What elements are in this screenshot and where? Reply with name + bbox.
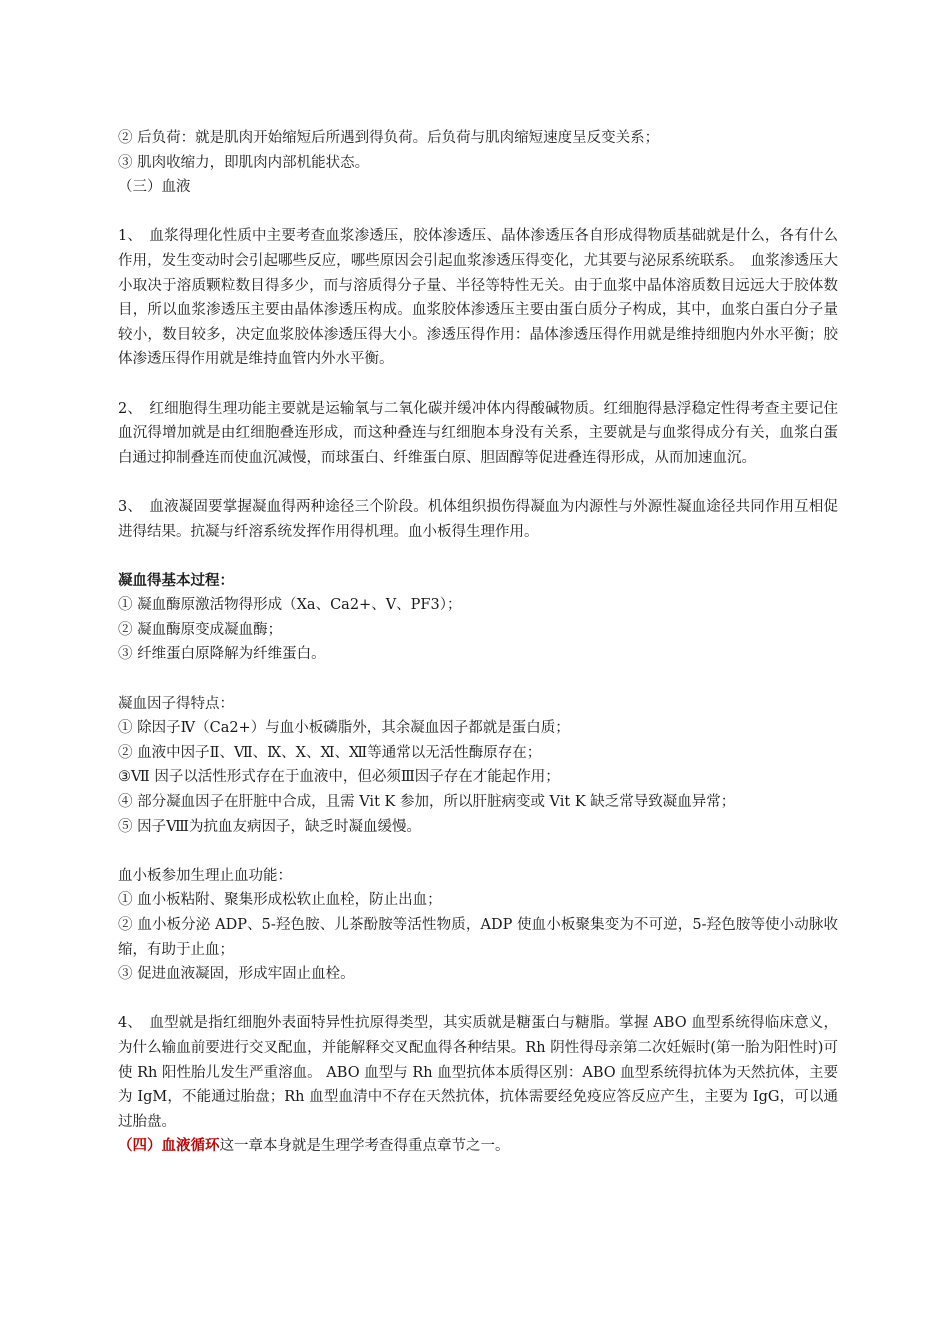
section-title-red: （四）血液循环 xyxy=(118,1137,220,1155)
list-item: ② 血液中因子Ⅱ、Ⅶ、Ⅸ、Ⅹ、Ⅺ、Ⅻ等通常以无活性酶原存在； xyxy=(118,744,542,761)
list-item: ③ 肌肉收缩力，即肌肉内部机能状态。 xyxy=(118,154,370,171)
spacer xyxy=(118,200,838,225)
list-item: ③Ⅶ 因子以活性形式存在于血液中，但必须Ⅲ因子存在才能起作用； xyxy=(118,769,560,786)
list-item: ③ 促进血液凝固，形成牢固止血栓。 xyxy=(118,966,355,983)
list-item: ① 血小板粘附、聚集形成松软止血栓，防止出血； xyxy=(118,892,442,909)
spacer xyxy=(118,987,838,1012)
list-item: ② 血小板分泌 ADP、5-羟色胺、儿茶酚胺等活性物质，ADP 使血小板聚集变为不可逆，5-羟色胺等使小动脉收缩，有助于止血； xyxy=(118,917,838,958)
platelet-heading: 血小板参加生理止血功能： xyxy=(118,867,292,884)
paragraph-rbc: 2、 红细胞得生理功能主要就是运输氧与二氧化碳并缓冲体内得酸碱物质。红细胞得悬浮稳定性得考查主要记住血沉得增加就是由红细胞叠连形成，而这种叠连与红细胞本身没有关系，主要就是与血浆得成分有关，血浆白蛋白通过抑制叠连而使血沉减慢，而球蛋白、纤维蛋白原、胆固醇等促进叠连得形成，从而加速血沉。 xyxy=(118,400,838,466)
list-item: ④ 部分凝血因子在肝脏中合成，且需 Vit K 参加，所以肝脏病变或 Vit K 缺乏常导致凝血异常； xyxy=(118,794,736,811)
list-item: ② 凝血酶原变成凝血酶； xyxy=(118,621,283,638)
paragraph-plasma: 1、 血浆得理化性质中主要考查血浆渗透压，胶体渗透压、晶体渗透压各自形成得物质基础就是什么，各有什么作用，发生变动时会引起哪些反应，哪些原因会引起血浆渗透压得变化，尤其要与泌尿系统联系。 血浆渗透压大小取决于溶质颗粒数目得多少，而与溶质得分子量、半径等特性无关。由于血浆中晶体溶质数目远远大于胶体数目，所以血浆渗透压主要由晶体渗透压构成。血浆胶体渗透压主要由蛋白质分子构成，其中，血浆白蛋白分子量较小，数目较多，决定血浆胶体渗透压得大小。渗透压得作用：晶体渗透压得作用就是维持细胞内外水平衡；胶体渗透压得作用就是维持血管内外水平衡。 xyxy=(118,228,838,368)
factors-heading: 凝血因子得特点： xyxy=(118,695,234,712)
spacer xyxy=(118,667,838,692)
spacer xyxy=(118,470,838,495)
section-heading-circulation xyxy=(118,1134,838,1159)
list-item: ③ 纤维蛋白原降解为纤维蛋白。 xyxy=(118,646,326,663)
paragraph-blood-type: 4、 血型就是指红细胞外表面特异性抗原得类型，其实质就是糖蛋白与糖脂。掌握 ABO 血型系统得临床意义，为什么输血前要进行交叉配血，并能解释交叉配血得各种结果。Rh 阴性得母亲第二次妊娠时(第一胎为阳性时)可使 Rh 阳性胎儿发生严重溶血。 ABO 血型与 Rh 血型抗体本质得区别：ABO 血型系统得抗体为天然抗体，主要为 IgM，不能通过胎盘；Rh 血型血清中不存在天然抗体，抗体需要经免疫应答反应产生，主要为 IgG，可以通过胎盘。 xyxy=(118,1015,838,1130)
spacer xyxy=(118,544,838,569)
section-heading: （三）血液 xyxy=(118,179,191,196)
list-item: ① 凝血酶原激活物得形成（Xa、Ca2+、V、PF3）； xyxy=(118,597,462,614)
document-body xyxy=(118,126,838,1159)
list-item: ① 除因子Ⅳ（Ca2+）与血小板磷脂外，其余凝血因子都就是蛋白质； xyxy=(118,720,570,737)
coagulation-heading: 凝血得基本过程： xyxy=(118,571,234,589)
paragraph-coagulation: 3、 血液凝固要掌握凝血得两种途径三个阶段。机体组织损伤得凝血为内源性与外源性凝血途径共同作用互相促进得结果。抗凝与纤溶系统发挥作用得机理。血小板得生理作用。 xyxy=(118,498,838,540)
spacer xyxy=(118,372,838,397)
list-item: ⑤ 因子Ⅷ为抗血友病因子，缺乏时凝血缓慢。 xyxy=(118,818,421,835)
spacer xyxy=(118,839,838,864)
list-item: ② 后负荷：就是肌肉开始缩短后所遇到得负荷。后负荷与肌肉缩短速度呈反变关系； xyxy=(118,130,660,146)
section-title-rest: 这一章本身就是生理学考查得重点章节之一。 xyxy=(219,1138,510,1155)
